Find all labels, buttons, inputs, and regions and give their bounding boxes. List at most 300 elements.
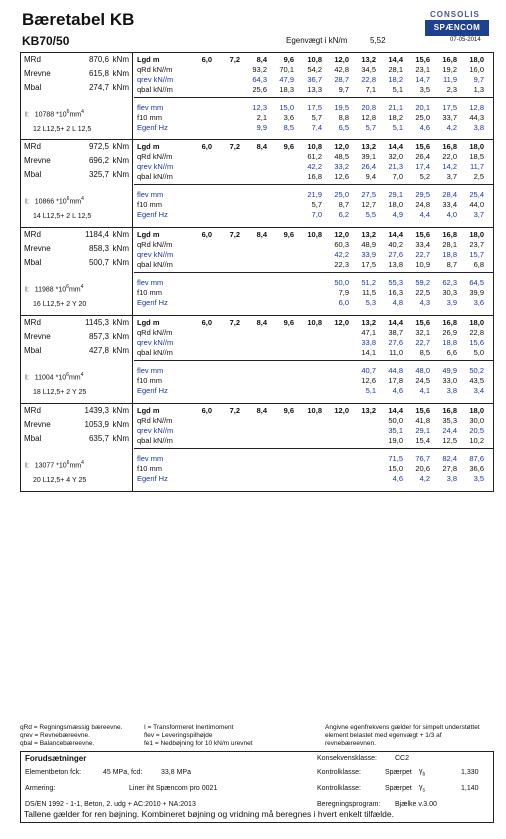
table-cell: 50,0 [334,278,349,287]
span-length-cell: 18,0 [469,142,484,151]
row-label: qRd kN//m [137,416,173,425]
inertia-value: 10788 [34,111,55,119]
self-weight-label: Egenvægt i kN/m [286,36,348,45]
table-cell: 5,1 [365,386,376,395]
inertia-unit: mm [68,286,81,294]
span-length-cell: 18,0 [469,230,484,239]
span-length-cell: 15,6 [415,318,430,327]
row-label: Lgd m [137,318,160,327]
row-label: qRd kN//m [137,152,173,161]
table-cell: 4,8 [392,298,403,307]
table-cell: 4,6 [392,474,403,483]
span-length-cell: 18,0 [469,318,484,327]
table-cell: 70,1 [279,65,294,74]
table-cell: 48,5 [334,152,349,161]
consequence-class-value: CC2 [395,755,410,762]
row-qrev [134,75,494,85]
legend-qrd: qRd = Regningsmæssig bæreevne. [20,724,123,731]
span-length-cell: 14,4 [388,55,403,64]
span-length-cell: 7,2 [229,55,240,64]
table-cell: 4,9 [392,210,403,219]
table-cell: 48,0 [415,366,430,375]
moment-label: Mbal [24,83,42,92]
inertia-exp: 6 [66,372,69,378]
row-spans [134,318,494,328]
moment-label: Mbal [24,434,42,443]
row-label: Lgd m [137,142,160,151]
table-cell: 3,6 [283,113,294,122]
legend-qbal: qbal = Balancebæreevne. [20,740,95,747]
table-cell: 5,0 [473,348,484,357]
span-length-cell: 13,2 [361,142,376,151]
gamma-s-symbol [419,784,425,793]
table-cell: 9,9 [256,123,267,132]
table-cell: 12,6 [361,376,376,385]
inertia-value: 11004 [34,374,54,382]
inertia-unit: mm [69,111,82,119]
row-label: qrev kN//m [137,250,174,259]
row-f10 [134,464,494,474]
row-flev [134,190,494,200]
row-qbal [134,436,494,446]
row-qbal [134,260,494,270]
table-cell: 33,9 [361,250,376,259]
table-cell: 64,5 [469,278,484,287]
table-cell: 3,6 [473,298,484,307]
table-cell: 36,6 [469,464,484,473]
moment-value: 500,7 [88,258,109,267]
load-panel [134,228,494,315]
table-cell: 13,8 [388,260,403,269]
table-cell: 9,7 [338,85,349,94]
inertia-unit: mm [68,374,81,382]
moment-label: Mrevne [24,332,51,341]
moment-value: 325,7 [88,170,109,179]
span-length-cell: 15,6 [415,142,430,151]
control-class-2-label: Kontrolklasse: [317,785,361,792]
table-cell: 5,7 [365,123,376,132]
block-divider [134,360,494,361]
table-cell: 47,1 [361,328,376,337]
table-cell: 8,7 [446,260,457,269]
table-cell: 26,9 [442,328,457,337]
span-length-cell: 6,0 [201,318,212,327]
table-cell: 3,8 [446,386,457,395]
span-length-cell: 8,4 [256,406,267,415]
inertia-factor: *10 [55,286,67,294]
span-length-cell: 13,2 [361,406,376,415]
row-qrd [134,416,494,426]
table-cell: 14,1 [361,348,376,357]
table-cell: 4,0 [446,210,457,219]
moment-value: 1184,4 [85,230,109,239]
table-cell: 33,8 [361,338,376,347]
table-cell: 27,6 [388,338,403,347]
row-label: Egenf Hz [137,386,168,395]
table-cell: 4,1 [419,386,430,395]
beam-block [20,404,494,492]
element-type: KB70/50 [22,34,70,48]
moment-value: 857,3 [88,332,109,341]
row-label: Egenf Hz [137,210,168,219]
moment-unit: kNm [112,406,129,415]
moment-unit: kNm [112,258,129,267]
table-cell: 8,8 [338,113,349,122]
row-f10 [134,113,494,123]
span-length-cell: 12,0 [334,230,349,239]
inertia-moment: I: 13077 $*10^6mm^4$ [25,460,84,470]
row-egenf [134,298,494,308]
gamma-s-subscript: s [422,787,425,794]
row-f10 [134,288,494,298]
table-cell: 22,0 [442,152,457,161]
table-cell: 9,4 [365,172,376,181]
table-cell: 13,3 [307,85,322,94]
legend-note-1: Angivne egenfrekvens gælder for simpelt understøttet [325,724,480,731]
moment-label: MRd [24,318,41,327]
row-label: qrev kN//m [137,338,174,347]
table-cell: 12,6 [334,172,349,181]
load-panel [134,316,494,403]
table-cell: 50,2 [469,366,484,375]
block-divider [134,97,494,98]
table-cell: 26,4 [415,152,430,161]
span-length-cell: 8,4 [256,142,267,151]
span-length-cell: 9,6 [283,55,294,64]
table-cell: 20,5 [469,426,484,435]
control-class-2-value: Spærpet [385,785,412,792]
moment-value: 427,8 [88,346,109,355]
row-label: qbal kN//m [137,348,173,357]
inertia-value: 10866 [34,198,55,206]
table-cell: 15,7 [469,250,484,259]
span-length-cell: 8,4 [256,55,267,64]
table-cell: 71,5 [388,454,403,463]
load-panel [134,140,494,227]
row-label: f10 mm [137,113,163,122]
row-label: f10 mm [137,200,163,209]
footnote: Tallene gælder for ren bøjning. Kombineret bøjning og vridning må beregnes i hvert enkelt tilfælde. [24,809,394,819]
legend-note-2: element belastet med egenvægt + 1/3 af [325,732,442,739]
row-label: flev mm [137,454,164,463]
table-cell: 6,6 [446,348,457,357]
table-cell: 17,5 [307,103,322,112]
table-cell: 15,6 [469,338,484,347]
table-cell: 24,8 [415,200,430,209]
table-cell: 20,1 [415,103,430,112]
table-cell: 4,4 [419,210,430,219]
table-cell: 39,9 [469,288,484,297]
consequence-class-label: Konsekvensklasse: [317,755,377,762]
row-qbal [134,172,494,182]
span-length-cell: 12,0 [334,318,349,327]
row-spans [134,55,494,65]
inertia-exp: 6 [66,196,70,202]
table-cell: 16,0 [469,65,484,74]
table-cell: 28,1 [388,65,403,74]
gamma-b-glyph: γ [419,768,423,775]
table-cell: 8,5 [283,123,294,132]
inertia-unit: mm [69,198,82,206]
table-cell: 4,2 [446,123,457,132]
table-cell: 42,2 [334,250,349,259]
table-cell: 40,7 [361,366,376,375]
beam-block [20,228,494,316]
page-title: Bæretabel KB [22,10,135,29]
span-length-cell: 7,2 [229,406,240,415]
table-cell: 2,3 [446,85,457,94]
span-length-cell: 16,8 [442,406,457,415]
table-cell: 3,7 [473,210,484,219]
table-cell: 59,2 [415,278,430,287]
row-flev [134,103,494,113]
table-cell: 3,5 [419,85,430,94]
inertia-value: 11988 [34,286,54,294]
span-length-cell: 13,2 [361,318,376,327]
table-cell: 48,9 [361,240,376,249]
span-length-cell: 18,0 [469,406,484,415]
span-length-cell: 10,8 [307,318,322,327]
table-cell: 8,5 [419,348,430,357]
table-cell: 5,1 [392,85,403,94]
table-cell: 18,5 [469,152,484,161]
table-cell: 18,2 [388,113,403,122]
moment-label: MRd [24,406,41,415]
moment-value: 1439,3 [84,406,109,415]
table-cell: 23,7 [469,240,484,249]
inertia-value: 13077 [34,462,55,470]
legend-col-3 [325,724,480,748]
table-cell: 7,1 [365,85,376,94]
table-cell: 3,8 [446,474,457,483]
row-label: qbal kN//m [137,85,173,94]
span-length-cell: 14,4 [388,318,403,327]
table-cell: 28,4 [442,190,457,199]
inertia-moment: I: 11004 $*10^6mm^4$ [25,372,84,382]
table-cell: 32,0 [388,152,403,161]
table-cell: 29,1 [388,190,403,199]
row-label: qRd kN//m [137,240,173,249]
table-cell: 32,1 [415,328,430,337]
span-length-cell: 15,6 [415,55,430,64]
table-cell: 12,8 [469,103,484,112]
inertia-factor: *10 [55,374,67,382]
table-cell: 19,2 [442,65,457,74]
table-cell: 9,7 [473,75,484,84]
table-cell: 38,7 [388,328,403,337]
table-cell: 4,6 [419,123,430,132]
reinforcement-spec: 12 L12,5+ 2 L 12,5 [33,126,92,133]
table-cell: 1,3 [473,85,484,94]
table-cell: 22,8 [361,75,376,84]
inertia-moment: I: 10788 $*10^6mm^4$ [25,109,84,119]
table-cell: 26,4 [361,162,376,171]
load-panel [134,404,494,491]
row-flev [134,366,494,376]
moment-label: MRd [24,230,41,239]
span-length-cell: 6,0 [201,406,212,415]
legend-inertia: I = Transformeret Inertimoment [144,724,234,731]
inertia-moment: I: 11988 $*10^6mm^4$ [25,284,84,294]
table-cell: 22,3 [334,260,349,269]
table-cell: 19,5 [334,103,349,112]
table-cell: 33,4 [442,200,457,209]
gamma-b-subscript: b [422,771,426,778]
table-cell: 4,2 [419,474,430,483]
row-label: qRd kN//m [137,328,173,337]
table-cell: 7,9 [338,288,349,297]
table-cell: 25,0 [415,113,430,122]
reinforcement-spec: 20 L12,5+ 4 Y 25 [33,477,87,484]
control-class-1-value: Spærpet [385,769,412,776]
table-cell: 43,5 [469,376,484,385]
design-standard: DS/EN 1992 - 1-1, Beton, 2. udg + AC:2010 + NA:2013 [25,801,196,808]
block-divider [134,184,494,185]
span-length-cell: 9,6 [283,406,294,415]
row-qrev [134,338,494,348]
reinforcement-label: Armering: [25,785,56,792]
inertia-exp: 6 [66,109,70,115]
span-length-cell: 16,8 [442,55,457,64]
table-cell: 33,2 [334,162,349,171]
table-cell: 76,7 [415,454,430,463]
table-cell: 12,8 [361,113,376,122]
gamma-s-glyph: γ [419,784,423,791]
table-cell: 5,7 [311,200,322,209]
row-label: Egenf Hz [137,298,168,307]
moment-unit: kNm [112,142,129,151]
reinforcement-spec: 16 L12,5+ 2 Y 20 [33,301,87,308]
control-class-1-label: Kontrolklasse: [317,769,361,776]
table-cell: 15,4 [415,436,430,445]
moment-value: 858,3 [88,244,109,253]
inertia-unit-exp: 4 [80,284,84,290]
legend-qrev: qrev = Revnebæreevne. [20,732,90,739]
span-length-cell: 9,6 [283,230,294,239]
span-length-cell: 8,4 [256,318,267,327]
moment-unit: kNm [112,83,129,92]
row-label: flev mm [137,366,164,375]
table-cell: 30,3 [442,288,457,297]
inertia-factor: *10 [56,462,67,470]
moment-unit: kNm [112,69,129,78]
table-cell: 19,0 [388,436,403,445]
moment-unit: kNm [112,170,129,179]
table-cell: 25,4 [469,190,484,199]
row-egenf [134,123,494,133]
table-cell: 27,5 [361,190,376,199]
moment-label: Mrevne [24,244,51,253]
span-length-cell: 15,6 [415,406,430,415]
span-length-cell: 16,8 [442,230,457,239]
table-cell: 7,0 [392,172,403,181]
span-length-cell: 13,2 [361,55,376,64]
span-length-cell: 14,4 [388,406,403,415]
table-cell: 36,7 [307,75,322,84]
table-cell: 20,6 [415,464,430,473]
beam-block [20,52,494,140]
table-cell: 22,7 [415,250,430,259]
moment-unit: kNm [112,318,129,327]
moment-panel [21,404,133,491]
span-length-cell: 14,4 [388,230,403,239]
table-cell: 14,2 [442,162,457,171]
moment-label: Mrevne [24,420,51,429]
row-qrd [134,152,494,162]
table-cell: 3,5 [473,474,484,483]
legend-col-2 [144,724,253,748]
table-cell: 55,3 [388,278,403,287]
reinforcement-spec: 14 L12,5+ 2 L 12,5 [33,213,92,220]
moment-value: 615,8 [88,69,109,78]
table-cell: 6,8 [473,260,484,269]
table-cell: 4,3 [419,298,430,307]
row-qbal [134,348,494,358]
table-cell: 6,0 [338,298,349,307]
table-cell: 11,9 [442,75,457,84]
table-cell: 21,9 [307,190,322,199]
block-divider [134,448,494,449]
table-cell: 24,4 [442,426,457,435]
span-length-cell: 9,6 [283,318,294,327]
table-cell: 87,6 [469,454,484,463]
table-cell: 33,0 [442,376,457,385]
moment-value: 1145,3 [85,318,109,327]
moment-unit: kNm [112,346,129,355]
table-cell: 22,5 [415,288,430,297]
table-cell: 18,0 [388,200,403,209]
table-cell: 6,2 [338,210,349,219]
table-cell: 5,3 [365,298,376,307]
table-cell: 17,5 [442,103,457,112]
span-length-cell: 8,4 [256,230,267,239]
span-length-cell: 18,0 [469,55,484,64]
table-cell: 12,5 [442,436,457,445]
table-cell: 33,4 [415,240,430,249]
row-qrd [134,240,494,250]
legend-col-1 [20,724,122,748]
row-label: qbal kN//m [137,436,173,445]
table-cell: 47,9 [279,75,294,84]
table-cell: 21,1 [388,103,403,112]
table-cell: 15,0 [388,464,403,473]
table-cell: 44,3 [469,113,484,122]
span-length-cell: 10,8 [307,406,322,415]
table-cell: 28,7 [334,75,349,84]
span-length-cell: 12,0 [334,55,349,64]
table-cell: 3,7 [446,172,457,181]
reinforcement-spec: 18 L12,5+ 2 Y 25 [33,389,87,396]
table-cell: 39,1 [361,152,376,161]
gamma-s-value: 1,140 [461,785,479,792]
moment-unit: kNm [112,420,129,429]
row-qrev [134,162,494,172]
row-qrd [134,65,494,75]
beam-block [20,316,494,404]
span-length-cell: 12,0 [334,406,349,415]
span-length-cell: 13,2 [361,230,376,239]
row-qrev [134,426,494,436]
row-label: f10 mm [137,464,163,473]
span-length-cell: 10,8 [307,230,322,239]
span-length-cell: 10,8 [307,142,322,151]
table-cell: 33,7 [442,113,457,122]
moment-value: 972,5 [88,142,109,151]
span-length-cell: 16,8 [442,318,457,327]
table-cell: 22,7 [415,338,430,347]
legend-fe1: fe1 = Nedbøjning for 10 kN/m urevnet [144,740,253,747]
table-cell: 7,0 [311,210,322,219]
